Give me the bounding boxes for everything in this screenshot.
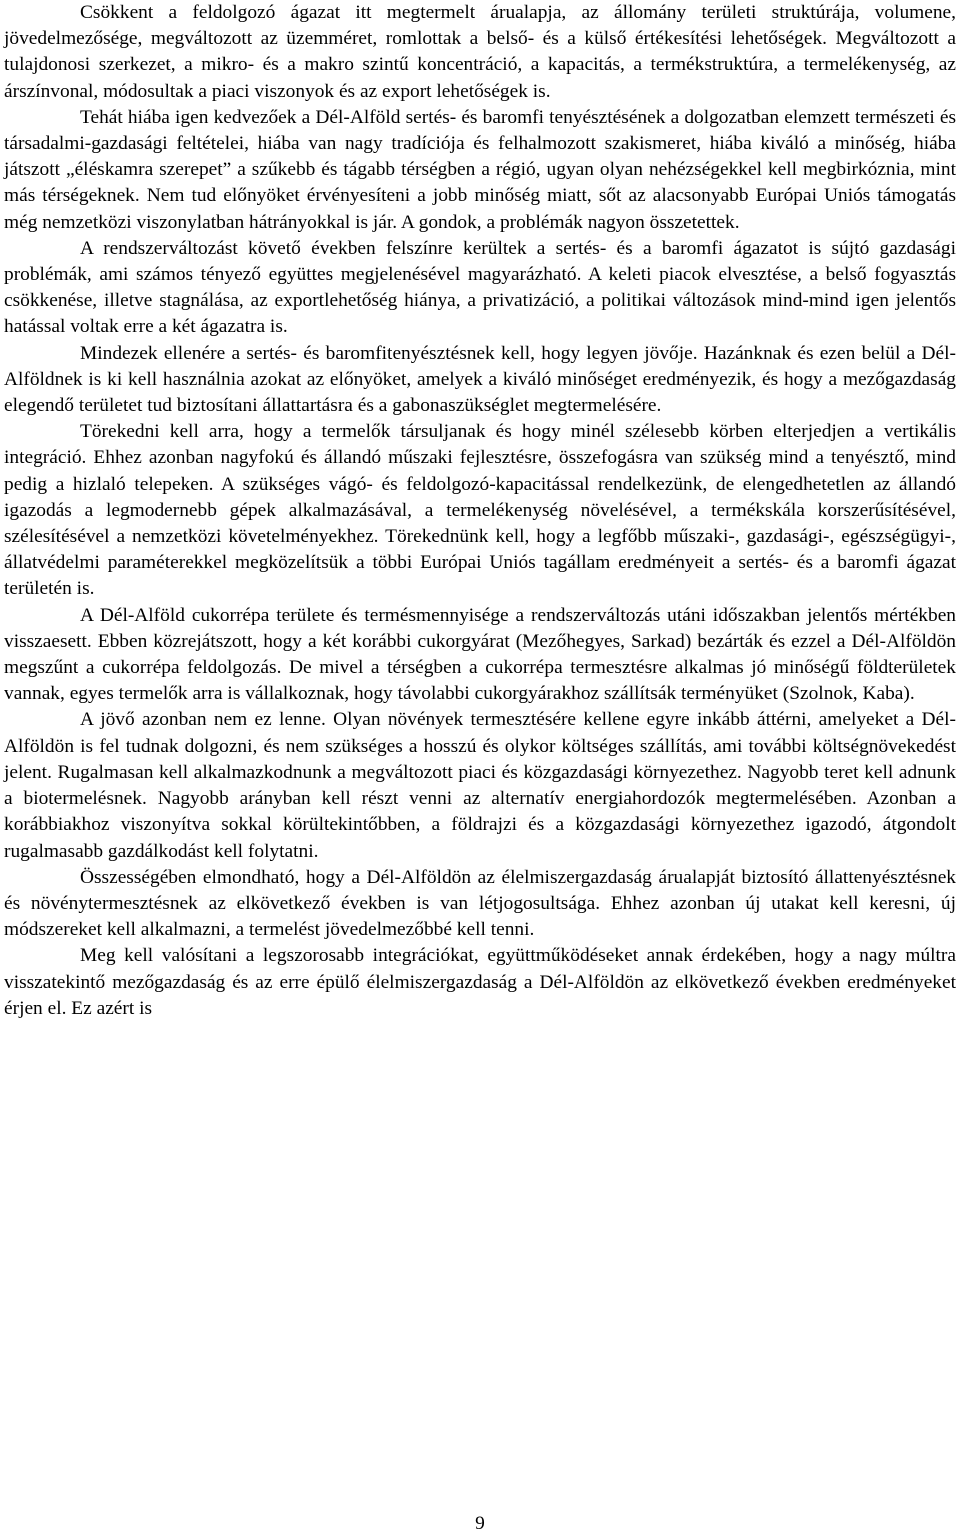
document-body — [4, 0, 956, 1022]
paragraph-4: Mindezek ellenére a sertés- és baromfitenyésztésnek kell, hogy legyen jövője. Hazánknak és ezen belül a Dél-Alföldnek is ki kell használnia azokat az előnyöket, amelyek a kiváló minőséget eredményezik, és hogy a mezőgazdaság elegendő területet tud biztosítani állattartásra és a gabonaszükséglet megtermelésére. — [4, 342, 956, 417]
paragraph-9: Meg kell valósítani a legszorosabb integrációkat, együttműködéseket annak érdekében, hogy a nagy múltra visszatekintő mezőgazdaság és az erre épülő élelmiszergazdaság a Dél-Alföldön az elkövetkező években eredményeket érjen el. Ez azért is — [4, 945, 956, 1019]
page-number: 9 — [475, 1513, 485, 1534]
paragraph-1: Csökkent a feldolgozó ágazat itt megtermelt árualapja, az állomány területi struktúrája, volumene, jövedelmezősége, megváltozott az üzemméret, romlottak a belső- és a külső értékesítési lehetőségek. Megváltozott a tulajdonosi szerkezet, a mikro- és a makro szintű koncentráció, a kapacitás, a termékstruktúra, a termelékenység, az árszínvonal, módosultak a piaci viszonyok és az export lehetőségek is. — [4, 2, 956, 102]
paragraph-7: A jövő azonban nem ez lenne. Olyan növények termesztésére kellene egyre inkább áttérni, amelyeket a Dél-Alföldön is fel tudnak dolgozni, és nem szükséges a hosszú és olykor költséges szállítás, ami további költségnövekedést jelent. Rugalmasan kell alkalmazkodnunk a megváltozott piaci és közgazdasági környezethez. Nagyobb teret kell adnunk a biotermelésnek. Nagyobb arányban kell részt venni az alternatív energiahordozók megtermelésében. Azonban a korábbiakhoz viszonyítva sokkal körültekintőbben, a földrajzi és a közgazdasági környezethez igazodó, átgondolt rugalmasabb gazdálkodást kell folytatni. — [4, 709, 956, 862]
paragraph-3: A rendszerváltozást követő években felszínre kerültek a sertés- és a baromfi ágazatot is sújtó gazdasági problémák, ami számos tényező együttes megjelenésével magyarázható. A keleti piacok elvesztése, a belső fogyasztás csökkenése, illetve stagnálása, az exportlehetőség hiánya, a privatizáció, a politikai változások mind-mind igen jelentős hatással voltak erre a két ágazatra is. — [4, 237, 956, 338]
paragraph-2: Tehát hiába igen kedvezőek a Dél-Alföld sertés- és baromfi tenyésztésének a dolgozatban elemzett természeti és társadalmi-gazdasági feltételei, hiába van nagy tradíciója és felhalmozott szakismeret, hiába kiváló a minőség, hiába játszott „éléskamra szerepet” a szűkebb és tágabb térségben a régió, ugyan olyan nehézségekkel kell megbirkóznia, mint más térségeknek. Nem tud előnyöket érvényesíteni a jobb minőség miatt, sőt az alacsonyabb Európai Uniós támogatás még nemzetközi viszonylatban hátrányokkal is jár. A gondok, a problémák nagyon összetettek. — [4, 106, 956, 233]
paragraph-6: A Dél-Alföld cukorrépa területe és termésmennyisége a rendszerváltozás utáni időszakban jelentős mértékben visszaesett. Ebben közrejátszott, hogy a két korábbi cukorgyárat (Mezőhegyes, Sarkad) bezárták és ezzel a Dél-Alföldön megszűnt a cukorrépa feldolgozás. De mivel a térségben a cukorrépa termesztésre alkalmas jó minőségű földterületek vannak, egyes termelők arra is vállalkoznak, hogy távolabbi cukorgyárakhoz szállítsák terményüket (Szolnok, Kaba). — [4, 604, 956, 705]
paragraph-5: Törekedni kell arra, hogy a termelők társuljanak és hogy minél szélesebb körben elterjedjen a vertikális integráció. Ehhez azonban nagyfokú és állandó műszaki fejlesztésre, összefogásra van szükség mind a tenyésztő, mind pedig a hizlaló telepeken. A szükséges vágó- és feldolgozó-kapacitással rendelkezünk, de elengedhetetlen az állandó igazodás a legmodernebb gépek alkalmazásával, a termelékenység növelésével, a termékskála korszerűsítésével, szélesítésével a nemzetközi követelményekhez. Törekednünk kell, hogy a legfőbb műszaki-, gazdasági-, egészségügyi-, állatvédelmi paraméterekkel megközelítsük a többi Európai Uniós tagállam eredményeit a sertés- és a baromfi ágazat területén is. — [4, 421, 956, 600]
paragraph-8: Összességében elmondható, hogy a Dél-Alföldön az élelmiszergazdaság árualapját biztosító állattenyésztésnek és növénytermesztésnek az elkövetkező években is van létjogosultsága. Ehhez azonban új utakat kell keresni, új módszereket kell alkalmazni, a termelést jövedelmezőbbé kell tenni. — [4, 866, 956, 941]
